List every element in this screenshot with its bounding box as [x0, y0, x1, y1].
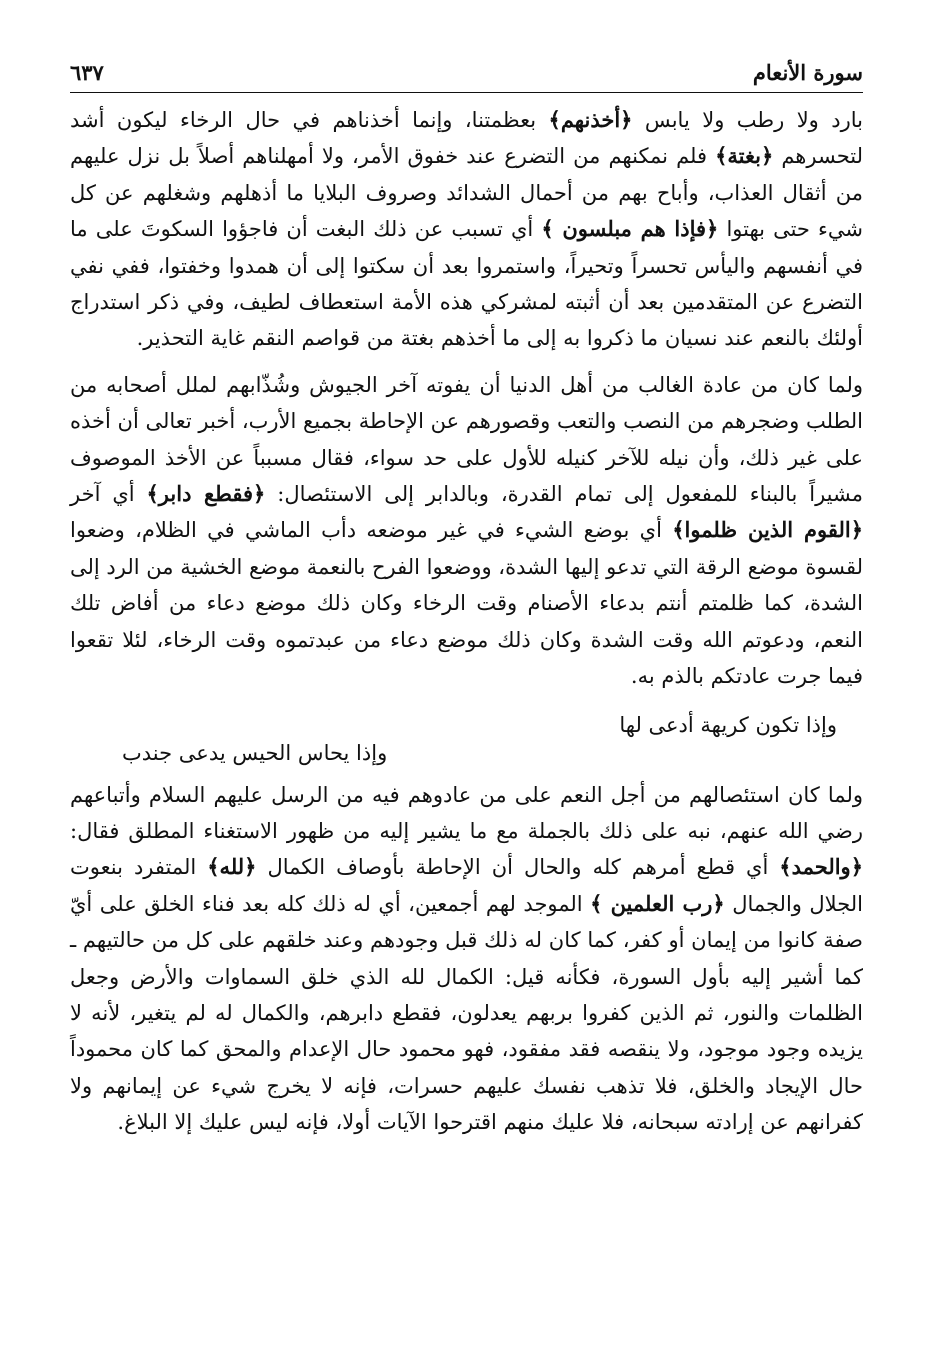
page-body [70, 102, 863, 1141]
quran-quote: ﴿لله﴾ [207, 854, 257, 880]
commentary-text: المتفرد بنعوت الجلال والجمال [70, 855, 863, 916]
quran-quote: ﴿فقطع دابر﴾ [146, 481, 266, 507]
page-number: ٦٣٧ [70, 60, 104, 85]
quran-quote: ﴿والحمد﴾ [779, 854, 863, 880]
quran-quote: ﴿القوم الذين ظلموا﴾ [672, 517, 864, 543]
commentary-text: أي قطع أمرهم كله والحال أن الإحاطة بأوصاف الكمال [256, 855, 780, 880]
commentary-text: بارد ولا رطب ولا يابس [632, 108, 863, 132]
commentary-text: أي آخر [70, 482, 147, 507]
commentary-text: فلم نمكنهم من التضرع عند خفوق الأمر، ولا أمهلناهم أصلاً بل نزل عليهم من أثقال العذاب، وأباح بهم من أحمال الشدائد وصروف البلايا ما أذهلهم وشغلهم عن كل شيء حتى بهتوا [70, 144, 863, 242]
commentary-text: بعظمتنا، وإنما أخذناهم في حال الرخاء ليكون أشد لتحسرهم [70, 108, 863, 169]
poem-hemistich-second: وإذا يحاس الحيس يدعى جندب [122, 740, 388, 765]
paragraph-3 [70, 777, 863, 1141]
surah-title: سورة الأنعام [752, 60, 863, 85]
paragraph-1 [70, 102, 863, 357]
commentary-text: ولما كان من عادة الغالب من أهل الدنيا أن يفوته آخر الجيوش وشُذّابهم لملل أصحابه من الطلب وضجرهم من النصب والتعب وقصورهم عن الإحاطة بجميع الأرب، أخبر تعالى أن أخذه على غير ذلك، وأن نيله للآخر كنيله للأول على حد سواء، فقال مسبباً عن الأخذ الموصوف مشيراً بالبناء للمفعول إلى تمام القدرة، وبالدابر إلى الاستئصال: [70, 372, 863, 507]
page-header [70, 58, 863, 93]
commentary-text: الموجد لهم أجمعين، أي له ذلك كله بعد فناء الخلق على أيّ صفة كانوا من إيمان أو كفر، كما كان له ذلك قبل وجودهم وعند خلقهم على كل من حالتيهم ـ كما أشير إليه بأول السورة، فكأنه قيل: الكمال لله الذي خلق السماوات والأرض وجعل الظلمات والنور، ثم الذين كفروا بربهم يعدلون، فقطع دابرهم، والكمال له لم يتغير، لأنه لا يزيده وجود موجود، ولا ينقصه فقد مفقود، فهو محمود حال الإعدام والمحق كما كان محموداً حال الإيجاد والخلق، فلا تذهب نفسك عليهم حسرات، فإنه لا يخرج شيء عن إيمانهم ولا كفرانهم عن إرادته سبحانه، فلا عليك منهم اقترحوا الآيات أولا، فإنه ليس عليك إلا البلاغ. [70, 891, 863, 1135]
quran-quote: ﴿بغتة﴾ [715, 143, 774, 169]
poem-verse [70, 707, 863, 771]
paragraph-2 [70, 367, 863, 695]
quran-quote: ﴿فإذا هم مبلسون ﴾ [541, 216, 719, 242]
commentary-text: ولما كان استئصالهم من أجل النعم على من عادوهم فيه من الرسل عليهم السلام وأتباعهم رضي الله عنهم، نبه على ذلك بالجملة مع ما يشير إليه من ظهور الاستغناء المطلق فقال: [70, 782, 863, 843]
quran-quote: ﴿أخذنهم﴾ [548, 107, 633, 132]
commentary-text: أي تسبب عن ذلك البغت أن فاجؤوا السكوتَ على ما في أنفسهم واليأس تحسراً وتحيراً، واستمروا بعد أن سكتوا إلى أن همدوا وخفتوا، ففي نفي التضرع عن المتقدمين بعد أن أثبته لمشركي هذه الأمة استعطاف لطيف، وفي ذكر استدراج أولئك بالنعم عند نسيان ما ذكروا به إلى ما أخذهم بغتة من قواصم النقم غاية التحذير. [70, 217, 863, 351]
commentary-text: أي بوضع الشيء في غير موضعه دأب الماشي في الظلام، وضعوا لقسوة موضع الرقة التي تدعو إليها الشدة، ووضعوا الفرح بالنعمة موضع الخشية من الرد إلى الشدة، كما ظلمتم أنتم بدعاء الأصنام وقت الرخاء وكان ذلك موضع دعاء من أفاض تلك النعم، ودعوتم الله وقت الشدة وكان ذلك موضع دعاء من عبدتموه وقت الرخاء، لئلا تقعوا فيما جرت عادتكم بالذم به. [70, 518, 863, 689]
quran-quote: ﴿رب العلمين ﴾ [590, 890, 725, 916]
poem-hemistich-first: وإذا تكون كريهة أدعى لها [619, 712, 837, 737]
